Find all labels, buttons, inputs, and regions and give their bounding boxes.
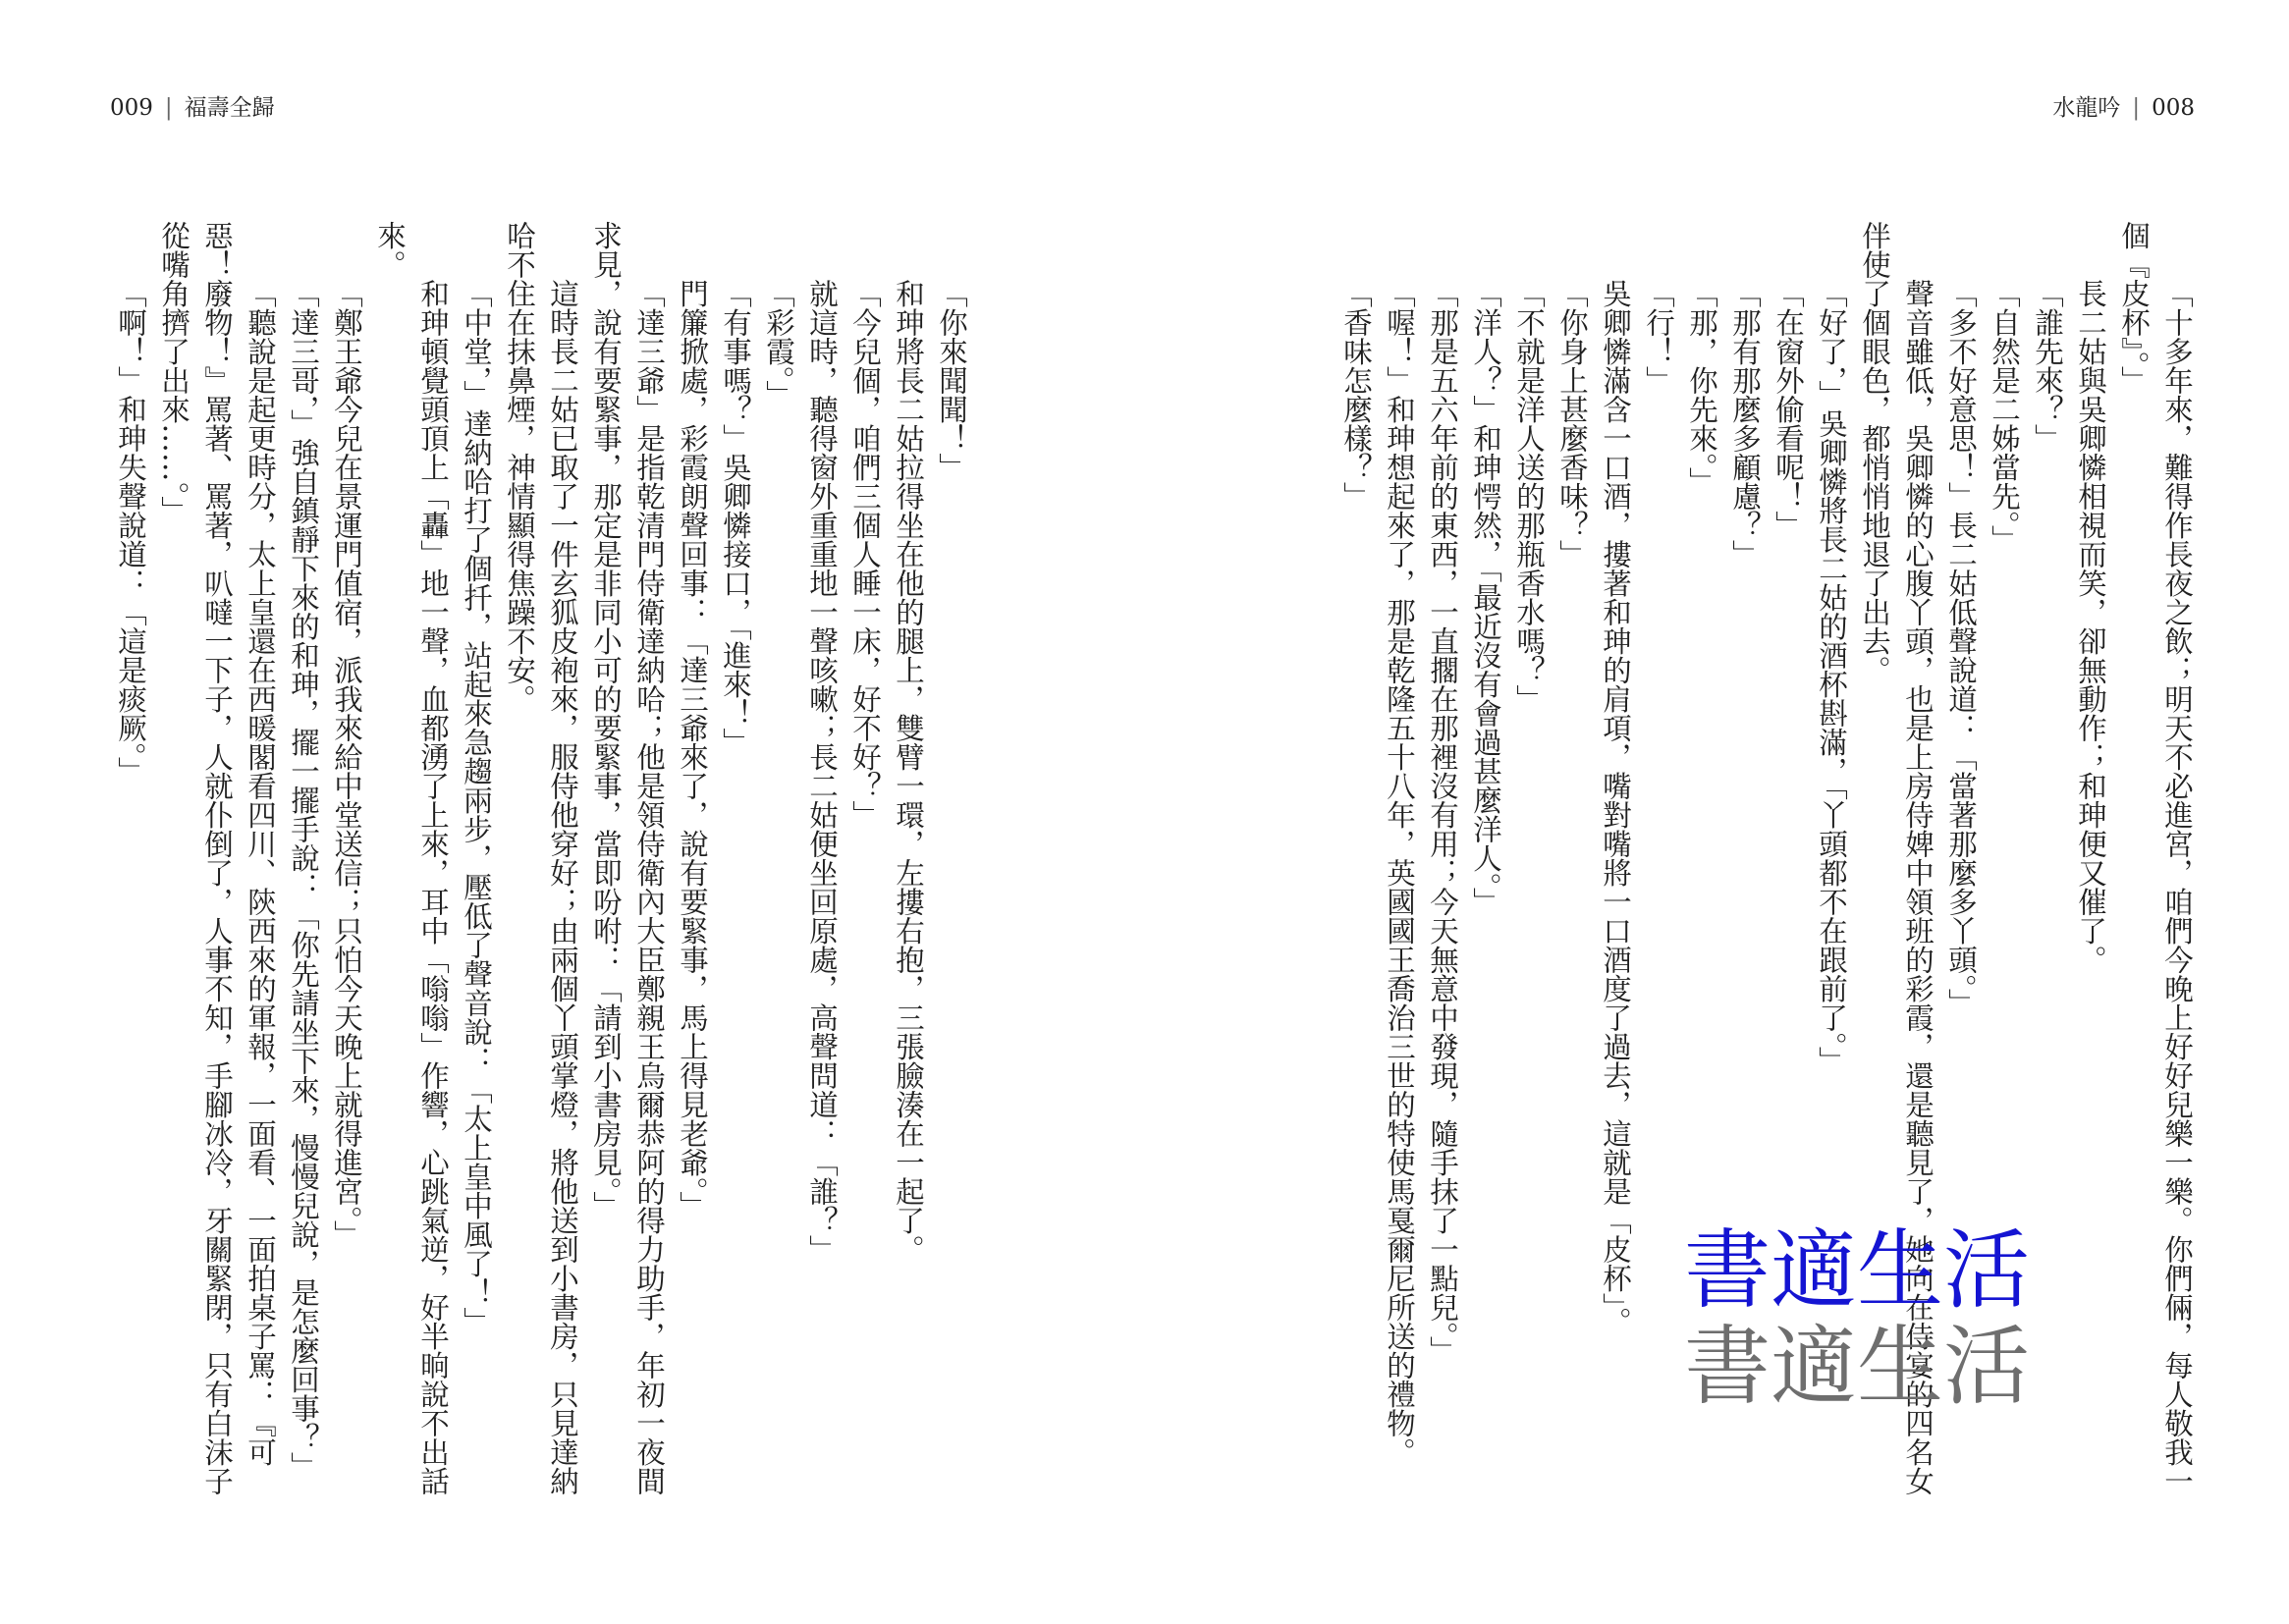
text-column: 門簾掀處，彩霞朗聲回事：「達三爺來了，說有要緊事，馬上得見老爺。」: [676, 279, 709, 1220]
running-title: 水龍吟: [2052, 95, 2121, 121]
text-column: 「那是五六年前的東西，一直擱在那裡沒有用；今天無意中發現，隨手抹了一點兒。」: [1426, 279, 1459, 1366]
text-column: 「中堂，」達納哈打了個扦，站起來急趨兩步，壓低了聲音說：「太上皇中風了！」: [460, 279, 493, 1336]
header-separator: |: [164, 95, 173, 121]
text-column: 「達三哥，」強自鎮靜下來的和珅，擺一擺手說：「你先請坐下來，慢慢兒說，是怎麼回事？」: [287, 279, 320, 1482]
header-separator: |: [2132, 95, 2141, 121]
text-column: 長二姑與吳卿憐相視而笑，卻無動作；和珅便又催了。: [2074, 279, 2107, 974]
text-column: 惡！廢物！』罵著、罵著，叭噠一下子，人就仆倒了，人事不知，手腳冰冷，牙關緊閉，只有白沫子: [200, 221, 234, 1495]
text-column: 就這時，聽得窗外重重地一聲咳嗽；長二姑便坐回原處，高聲問道：「誰？」: [805, 279, 839, 1264]
text-column: 「啊！」和珅失聲說道：「這是痰厥。」: [114, 279, 147, 786]
text-column: 這時長二姑已取了一件玄狐皮袍來，服侍他穿好；由兩個丫頭掌燈，將他送到小書房，只見達納: [546, 279, 579, 1495]
text-column: 伴使了個眼色，都悄悄地退了出去。: [1858, 221, 1891, 684]
page-number: 009: [110, 95, 153, 121]
text-column: 「聽說是起更時分，太上皇還在西暖閣看四川、陝西來的軍報，一面看、一面拍桌子罵：『可: [244, 279, 277, 1467]
text-column: 「行！」: [1642, 279, 1675, 395]
text-column: 「你來聞聞！」: [935, 279, 968, 482]
watermark-secondary: 書適生活: [1684, 1316, 2031, 1417]
text-column: 個『皮杯』。」: [2117, 221, 2151, 395]
text-column: 「多不好意思！」長二姑低聲說道：「當著那麼多丫頭。」: [1944, 279, 1978, 1018]
text-column: 「喔！」和珅想起來了，那是乾隆五十八年，英國國王喬治三世的特使馬戛爾尼所送的禮物。: [1383, 279, 1416, 1467]
text-column: 吳卿憐滿含一口酒，摟著和珅的肩項，嘴對嘴將一口酒度了過去，這就是「皮杯」。: [1599, 279, 1632, 1336]
text-column: 和珅頓覺頭頂上「轟」地一聲，血都湧了上來，耳中「嗡嗡」作響，心跳氣逆，好半晌說不出話: [416, 279, 450, 1495]
text-column: 「不就是洋人送的那瓶香水嗎？」: [1512, 279, 1546, 714]
text-column: 「有事嗎？」吳卿憐接口，「進來！」: [719, 279, 752, 757]
text-column: 「達三爺」是指乾清門侍衛達納哈；他是領侍衛內大臣鄭親王烏爾恭阿的得力助手，年初一夜間: [632, 279, 666, 1495]
text-column: 「自然是二姊當先。」: [1988, 279, 2021, 555]
text-column: 哈不住在抹鼻煙，神情顯得焦躁不安。: [503, 221, 536, 714]
text-column: 聲音雖低，吳卿憐的心腹丫頭，也是上房侍婢中領班的彩霞，還是聽見了，她向在侍宴的四名女: [1901, 279, 1935, 1495]
text-column: 「那有那麼多顧慮？」: [1728, 279, 1762, 568]
page-number: 008: [2152, 95, 2195, 121]
left-page-body: [109, 221, 973, 1527]
text-column: 「誰先來？」: [2031, 279, 2064, 453]
text-column: 「你身上甚麼香味？」: [1555, 279, 1589, 568]
text-column: 求見，說有要緊事，那定是非同小可的要緊事，當即吩咐：「請到小書房見。」: [589, 221, 623, 1220]
text-column: 「好了，」吳卿憐將長二姑的酒杯斟滿，「丫頭都不在跟前了。」: [1815, 279, 1848, 1076]
text-column: 「香味怎麼樣？」: [1339, 279, 1373, 511]
text-column: 「那，你先來。」: [1685, 279, 1718, 497]
text-column: 「洋人？」和珅愕然，「最近沒有會過甚麼洋人。」: [1469, 279, 1502, 916]
text-column: 「彩霞。」: [762, 279, 795, 409]
text-column: 「鄭王爺今兒在景運門值宿，派我來給中堂送信；只怕今天晚上就得進宮。」: [330, 279, 363, 1250]
text-column: 「在窗外偷看呢！」: [1771, 279, 1805, 540]
running-head-right: [2052, 94, 2195, 122]
text-column: 從嘴角擠了出來……。」: [157, 221, 191, 525]
running-title: 福壽全歸: [184, 95, 275, 121]
text-column: 「今兒個，咱們三個人睡一床，好不好？」: [848, 279, 882, 830]
watermark-primary: 書適生活: [1684, 1219, 2031, 1321]
text-column: 來。: [373, 221, 407, 279]
text-column: 「十多年來，難得作長夜之飲；明天不必進宮，咱們今晚上好好兒樂一樂。你們倆，每人敬我一: [2160, 279, 2194, 1495]
text-column: 和珅將長二姑拉得坐在他的腿上，雙臂一環，左摟右抱，三張臉湊在一起了。: [892, 279, 925, 1264]
running-head-left: [110, 94, 275, 122]
